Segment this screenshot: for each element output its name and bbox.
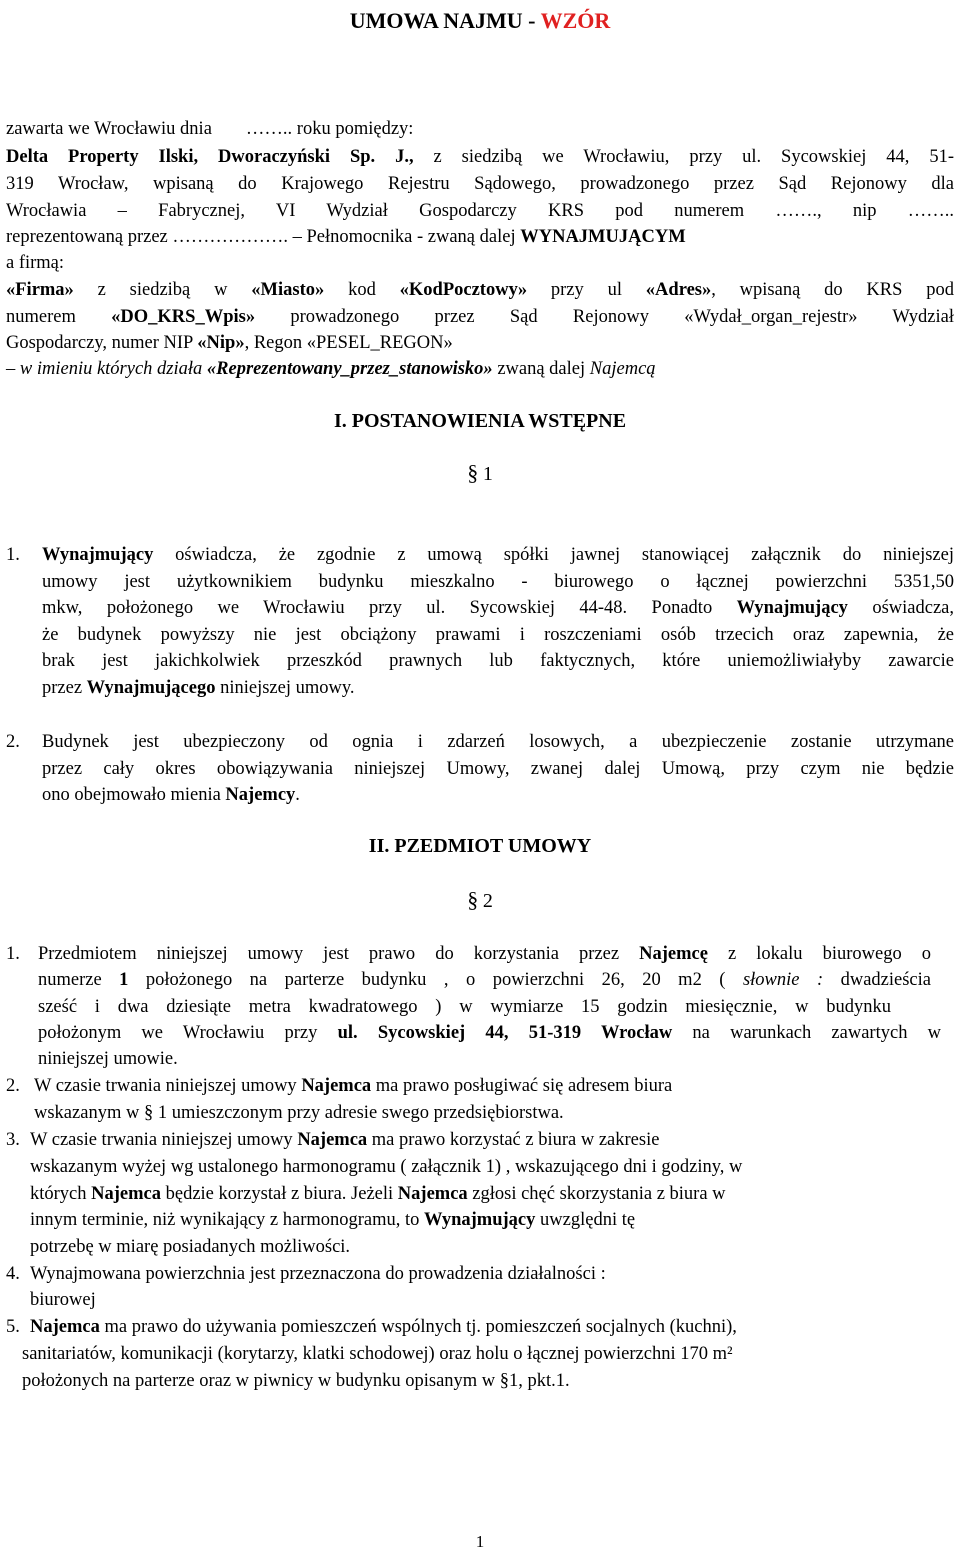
landlord-name: Delta Property Ilski, Dworaczyński Sp. J., (6, 147, 414, 167)
intro-line: Delta Property Ilski, Dworaczyński Sp. J., z siedzibą we Wrocławiu, przy ul. Sycowskiej 44, 51- (6, 147, 954, 167)
clause-line: innym terminie, niż wynikający z harmonogramu, to Wynajmujący uwzględni tę (30, 1210, 636, 1230)
paragraph-marker: § 2 (467, 887, 493, 912)
intro-line: Gospodarczy, numer NIP «Nip», Regon «PESEL_REGON» (6, 333, 453, 353)
paragraph-marker: § 1 (467, 460, 493, 485)
intro-line: reprezentowaną przez ………………. – Pełnomocnika - zwaną dalej WYNAJMUJĄCYM (6, 227, 686, 247)
clause-line: przez cały okres obowiązywania niniejszej Umowy, zwanej dalej Umową, przy czym nie będzie (42, 759, 954, 779)
intro-line: – w imieniu których działa «Reprezentowany_przez_stanowisko» zwaną dalej Najemcą (6, 359, 656, 379)
item-number: 2. (6, 732, 20, 752)
section-sign-icon: § (467, 887, 479, 912)
intro-line: a firmą: (6, 253, 65, 273)
clause-line: położonym we Wrocławiu przy ul. Sycowskiej 44, 51-319 Wrocław na warunkach zawartych w (38, 1023, 941, 1043)
clause-line: biurowej (30, 1290, 96, 1310)
clause-line: przez Wynajmującego niniejszej umowy. (42, 678, 355, 698)
clause-line: umowy jest użytkownikiem budynku mieszkalno - biurowego o łącznej powierzchni 5351,50 (42, 572, 954, 592)
clause-line: sześć i dwa dziesiąte metra kwadratowego ) w wymiarze 15 godzin miesięcznie, w budynku (38, 997, 891, 1017)
intro-line: 319 Wrocław, wpisaną do Krajowego Rejestru Sądowego, prowadzonego przez Sąd Rejonowy dla (6, 174, 954, 194)
clause-line: Najemca ma prawo do używania pomieszczeń wspólnych tj. pomieszczeń socjalnych (kuchni), (30, 1317, 737, 1337)
intro-line: Wrocławia – Fabrycznej, VI Wydział Gospodarczy KRS pod numerem ……., nip …….. (6, 201, 954, 221)
intro-line: numerem «DO_KRS_Wpis» prowadzonego przez Sąd Rejonowy «Wydał_organ_rejestr» Wydział (6, 307, 954, 327)
clause-line: W czasie trwania niniejszej umowy Najemca ma prawo korzystać z biura w zakresie (30, 1130, 660, 1150)
item-number: 3. (6, 1130, 20, 1150)
intro-line: «Firma» z siedzibą w «Miasto» kod «KodPocztowy» przy ul «Adres», wpisaną do KRS pod (6, 280, 954, 300)
clause-line: położonych na parterze oraz w piwnicy w budynku opisanym w §1, pkt.1. (22, 1371, 570, 1391)
clause-line: mkw, położonego we Wrocławiu przy ul. Sycowskiej 44-48. Ponadto Wynajmujący oświadcza, (42, 598, 955, 618)
clause-line: Przedmiotem niniejszej umowy jest prawo do korzystania przez Najemcę z lokalu biurowego o (38, 944, 931, 964)
item-number: 1. (6, 545, 20, 565)
clause-line: Budynek jest ubezpieczony od ognia i zdarzeń losowych, a ubezpieczenie zostanie utrzymane (42, 732, 954, 752)
item-number: 5. (6, 1317, 20, 1337)
item-number: 2. (6, 1076, 20, 1096)
clause-line: wskazanym wyżej wg ustalonego harmonogramu ( załącznik 1) , wskazującego dni i godziny, w (30, 1157, 743, 1177)
clause-line: wskazanym w § 1 umieszczonym przy adresie swego przedsiębiorstwa. (34, 1103, 564, 1123)
clause-line: Wynajmowana powierzchnia jest przeznaczona do prowadzenia działalności : (30, 1264, 606, 1284)
clause-line: brak jest jakichkolwiek przeszkód prawnych lub faktycznych, które uniemożliwiałyby zawarcie (42, 651, 954, 671)
clause-line: ono obejmowało mienia Najemcy. (42, 785, 300, 805)
clause-line: których Najemca będzie korzystał z biura. Jeżeli Najemca zgłosi chęć skorzystania z biura w (30, 1184, 726, 1204)
clause-line: niniejszej umowie. (38, 1049, 178, 1069)
clause-line: że budynek powyższy nie jest obciążony prawami i roszczeniami osób trzecich oraz zapewnia, że (42, 625, 954, 645)
clause-line: sanitariatów, komunikacji (korytarzy, klatki schodowej) oraz holu o łącznej powierzchni 170 m² (22, 1344, 733, 1364)
page-number: 1 (475, 1532, 485, 1551)
document-title: UMOWA NAJMU - WZÓR (349, 8, 611, 33)
clause-line: potrzebę w miarę posiadanych możliwości. (30, 1237, 351, 1257)
section-heading: I. POSTANOWIENIA WSTĘPNE (333, 410, 627, 432)
title-accent: WZÓR (540, 8, 611, 33)
section-sign-icon: § (467, 460, 479, 485)
clause-line: W czasie trwania niniejszej umowy Najemca ma prawo posługiwać się adresem biura (34, 1076, 673, 1096)
clause-line: Wynajmujący oświadcza, że zgodnie z umową spółki jawnej stanowiącej załącznik do niniejszej (42, 545, 954, 565)
item-number: 1. (6, 944, 20, 964)
section-heading: II. PZEDMIOT UMOWY (368, 835, 592, 857)
intro-line: zawarta we Wrocławiu dnia …….. roku pomiędzy: (6, 119, 414, 139)
item-number: 4. (6, 1264, 20, 1284)
clause-line: numerze 1 położonego na parterze budynku , o powierzchni 26, 20 m2 ( słownie : dwadzieścia (38, 970, 931, 990)
